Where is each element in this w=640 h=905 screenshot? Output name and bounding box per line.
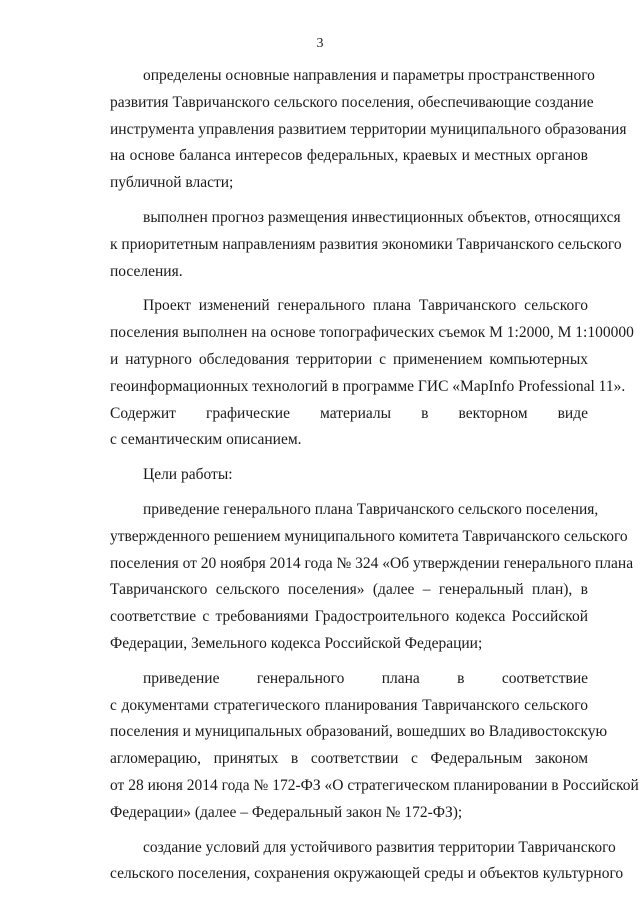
text-line: публичной власти; [110,174,234,192]
text-line: с документами стратегического планирования Тавричанского сельского [110,696,588,714]
text-line: на основе баланса интересов федеральных, краевых и местных органов [110,147,588,165]
paragraph [77,462,588,489]
text-line: создание условий для устойчивого развития территории Тавричанского [143,838,616,856]
paragraph-gap [77,197,588,205]
text-line: приведение генерального плана Тавричанского сельского поселения, [143,500,599,518]
document-body [77,63,639,888]
paragraph [77,666,639,827]
paragraph-gap [77,489,588,497]
paragraph-gap [77,827,588,835]
text-line: определены основные направления и параметры пространственного [143,67,595,84]
paragraph [77,205,622,285]
text-line: Федерации, Земельного кодекса Российской Федерации; [110,634,483,652]
text-line: поселения от 20 ноября 2014 года № 324 «Об утверждении генерального плана [110,554,634,572]
text-line: развития Тавричанского сельского поселения, обеспечивающие создание [110,93,594,111]
paragraph [77,497,634,658]
text-line: утвержденного решением муниципального комитета Тавричанского сельского [110,527,628,545]
text-line: Тавричанского сельского поселения» (далее – генеральный план), в [110,581,588,599]
text-line: геоинформационных технологий в программе ГИС «MapInfo Professional 11». [110,377,626,395]
text-line: поселения и муниципальных образований, вошедших во Владивостокскую [110,723,608,741]
text-line: с семантическим описанием. [110,431,302,449]
text-line: Цели работы: [143,466,233,484]
text-line: к приоритетным направлениям развития экономики Тавричанского сельского [110,235,622,253]
text-line: и натурного обследования территории с применением компьютерных [110,350,588,368]
text-line: выполнен прогноз размещения инвестиционных объектов, относящихся [143,208,621,226]
paragraph-gap [77,454,588,462]
text-line: поселения выполнен на основе топографических съемок М 1:2000, М 1:100000 [110,324,634,342]
page-number: 3 [316,36,324,51]
paragraph [77,835,624,889]
text-line: Федерации» (далее – Федеральный закон № 172-ФЗ); [110,803,463,821]
text-line: приведение генерального плана в соответствие [143,669,588,687]
text-line: поселения. [110,262,183,280]
paragraph [77,63,627,197]
text-line: инструмента управления развитием территории муниципального образования [110,120,627,138]
text-line: от 28 июня 2014 года № 172-ФЗ «О стратегическом планировании в Российской [110,776,639,794]
text-line: сельского поселения, сохранения окружающей среды и объектов культурного [110,865,624,883]
paragraph-gap [77,285,588,293]
text-line: Содержит графические материалы в векторном виде [110,404,588,422]
text-line: агломерацию, принятых в соответствии с Федеральным законом [110,750,588,768]
paragraph [77,293,634,454]
paragraph-gap [77,658,588,666]
text-line: Проект изменений генерального плана Тавричанского сельского [143,297,588,315]
text-line: соответствие с требованиями Градостроительного кодекса Российской [110,608,588,626]
